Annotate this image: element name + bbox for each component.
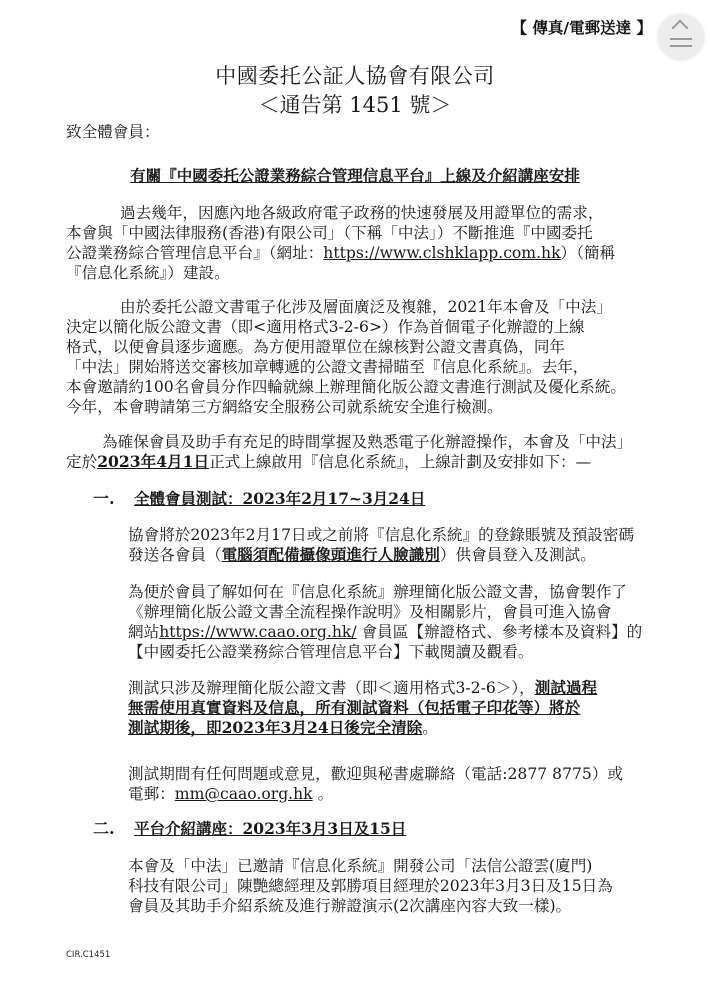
- s1p3-line1-text: 測試只涉及辦理簡化版公證文書（即＜適用格式3-2-6＞），: [128, 679, 535, 697]
- s1p3-line3: [128, 718, 438, 738]
- s2p1-line3: 會員及其助手介紹系統及進行辦證演示(2次講座內容大致一樣)。: [128, 897, 572, 915]
- delivery-stamp: 【 傳真/電郵送達 】: [511, 19, 652, 37]
- webcam-requirement: 電腦須配備攝像頭進行人臉識別: [221, 545, 440, 564]
- launch-date: 2023年4月1日: [97, 452, 210, 471]
- s1p3-line1: [128, 678, 597, 698]
- s1p2-line4: 【中國委托公證業務綜合管理信息平台】下載閱讀及觀看。: [128, 643, 534, 661]
- circular-code: CIR.C1451: [66, 950, 111, 960]
- para3-line2-prefix: 定於: [66, 453, 98, 471]
- s1p4-line2-suffix: 。: [312, 785, 334, 803]
- s1p2-line2: 《辦理簡化版公證文書全流程操作說明》及相關影片，會員可進入協會: [128, 603, 612, 621]
- s1p1-line1: 協會將於2023年2月17日或之前將『信息化系統』的登錄賬號及預設密碼: [128, 526, 635, 544]
- para1-line3-suffix: ）（簡稱: [560, 244, 616, 262]
- para2-line1: 由於委托公證文書電子化涉及層面廣泛及複雜，2021年本會及「中法」: [120, 298, 612, 316]
- s1p2-line3-prefix: 網站: [128, 623, 160, 641]
- s1p1-line2-suffix: ）供會員登入及測試。: [439, 546, 596, 564]
- s2p1-line1: 本會及「中法」已邀請『信息化系統』開發公司「法信公證雲(廈門): [128, 857, 593, 875]
- para2-line6: 今年，本會聘請第三方網絡安全服務公司就系統安全進行檢測。: [66, 398, 503, 416]
- greeting: 致全體會員：: [66, 123, 160, 141]
- s1p2-line3: [128, 622, 642, 642]
- s1p2-line3-suffix: 會員區【辦證格式、參考樣本及資料】的: [356, 623, 643, 641]
- para1-line3-text: 公證業務綜合管理信息平台』（網址：: [66, 244, 324, 262]
- caao-website-link[interactable]: https://www.caao.org.hk/: [159, 623, 357, 641]
- para3-line1: 為確保會員及助手有充足的時間掌握及熟悉電子化辦證操作，本會及「中法」: [102, 433, 633, 451]
- para2-line3: 格式，以便會員逐步適應。為方便用證單位在線核對公證文書真偽，同年: [66, 338, 566, 356]
- notice-number: ＜通告第 1451 號＞: [258, 93, 452, 117]
- s1p4-line1: 測試期間有任何問題或意見，歡迎與秘書處聯絡（電話:2877 8775）或: [128, 765, 624, 783]
- section1-title: 全體會員測試：2023年2月17~3月24日: [134, 489, 426, 508]
- para2-line4: 「中法」開始將送交審核加章轉遞的公證文書掃瞄至『信息化系統』。去年，: [66, 358, 589, 376]
- para2-line2: 決定以簡化版公證文書（即<適用格式3-2-6>）作為首個電子化辦證的上線: [66, 318, 585, 336]
- section2-title: 平台介紹講座：2023年3月3日及15日: [134, 819, 407, 838]
- scroll-to-top-button[interactable]: [658, 14, 704, 60]
- para1-line4: 『信息化系統』）建設。: [66, 264, 230, 282]
- para1-line2: 本會與「中國法律服務(香港)有限公司」（下稱「中法」）不斷推進『中國委托: [66, 224, 593, 242]
- para3-line2-text: 正式上線啟用『信息化系統』，上線計劃及安排如下：—: [209, 453, 592, 471]
- section2-number: 二.: [93, 819, 115, 838]
- secretariat-email-link[interactable]: mm@caao.org.hk: [174, 785, 313, 803]
- para3-line2: [66, 452, 591, 472]
- org-title: 中國委托公証人協會有限公司: [215, 64, 495, 88]
- s1p4-line2-prefix: 電郵：: [128, 785, 175, 803]
- s1p1-line2: [128, 545, 596, 565]
- data-purge-date: 測試期後，即2023年3月24日後完全清除: [128, 718, 423, 737]
- chevron-up-icon: [672, 20, 689, 37]
- s1p4-line2: [128, 784, 333, 804]
- s1p2-line1: 為便於會員了解如何在『信息化系統』辦理簡化版公證文書，協會製作了: [128, 583, 628, 601]
- s1p3-line2: 無需使用真實資料及信息，所有測試資料（包括電子印花等）將於: [128, 698, 581, 717]
- platform-url-link[interactable]: https://www.clshklapp.com.hk: [323, 244, 561, 262]
- para2-line5: 本會邀請約100名會員分作四輪就線上辦理簡化版公證文書進行測試及優化系統。: [66, 378, 626, 396]
- s1p1-line2-prefix: 發送各會員（: [128, 546, 222, 564]
- s1p3-line1-bold: 測試過程: [534, 678, 598, 697]
- s1p3-line3-suffix: 。: [422, 719, 438, 737]
- para1-line1: 過去幾年，因應內地各級政府電子政務的快速發展及用證單位的需求，: [120, 204, 604, 222]
- menu-line: [670, 45, 692, 47]
- notice-subject: 有關『中國委托公證業務綜合管理信息平台』上線及介紹講座安排: [130, 167, 580, 185]
- para1-line3: [66, 243, 615, 263]
- s2p1-line2: 科技有限公司」陳艷總經理及郭勝項目經理於2023年3月3日及15日為: [128, 877, 613, 895]
- section1-number: 一.: [93, 489, 115, 508]
- menu-lines-icon: [670, 38, 692, 40]
